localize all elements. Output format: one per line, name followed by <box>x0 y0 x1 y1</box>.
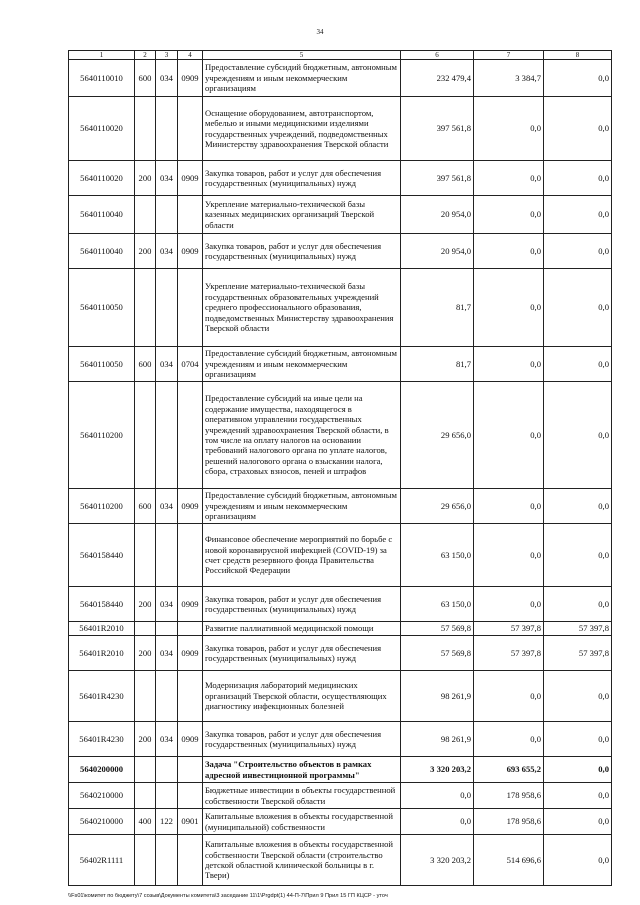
cell-expense-type <box>135 269 156 347</box>
cell-admin-code: 034 <box>156 234 178 269</box>
table-row <box>69 587 612 622</box>
column-header: 5 <box>203 51 401 60</box>
cell-amount-col7: 0,0 <box>474 97 544 161</box>
cell-amount-col8: 0,0 <box>544 489 612 524</box>
cell-amount-col6: 0,0 <box>401 809 474 835</box>
cell-admin-code <box>156 835 178 886</box>
cell-amount-col8: 0,0 <box>544 347 612 382</box>
cell-description: Укрепление материально-технической базы казенных медицинских организаций Тверской области <box>203 196 401 234</box>
cell-description: Предоставление субсидий бюджетным, автономным учреждениям и иным некоммерческим организациям <box>203 347 401 382</box>
cell-admin-code <box>156 622 178 636</box>
cell-amount-col8: 0,0 <box>544 524 612 587</box>
cell-amount-col8: 0,0 <box>544 757 612 783</box>
table-row <box>69 489 612 524</box>
cell-code: 5640110040 <box>69 196 135 234</box>
table-row <box>69 722 612 757</box>
cell-section-code <box>178 97 203 161</box>
cell-description: Бюджетные инвестиции в объекты государственной собственности Тверской области <box>203 783 401 809</box>
cell-expense-type <box>135 622 156 636</box>
table-row <box>69 97 612 161</box>
cell-amount-col6: 63 150,0 <box>401 587 474 622</box>
cell-amount-col6: 81,7 <box>401 269 474 347</box>
table-row <box>69 382 612 489</box>
cell-amount-col6: 98 261,9 <box>401 671 474 722</box>
cell-expense-type <box>135 757 156 783</box>
cell-amount-col7: 57 397,8 <box>474 622 544 636</box>
cell-admin-code <box>156 671 178 722</box>
cell-expense-type: 200 <box>135 636 156 671</box>
cell-amount-col6: 63 150,0 <box>401 524 474 587</box>
cell-section-code: 0909 <box>178 161 203 196</box>
cell-description: Капитальные вложения в объекты государственной собственности Тверской области (строительство детской областной клинической больницы в г. Твери) <box>203 835 401 886</box>
cell-amount-col8: 0,0 <box>544 671 612 722</box>
cell-amount-col6: 0,0 <box>401 783 474 809</box>
cell-code: 5640158440 <box>69 587 135 622</box>
cell-expense-type: 200 <box>135 161 156 196</box>
cell-admin-code <box>156 783 178 809</box>
cell-section-code <box>178 196 203 234</box>
cell-amount-col8: 0,0 <box>544 60 612 97</box>
cell-amount-col8: 57 397,8 <box>544 636 612 671</box>
cell-amount-col6: 397 561,8 <box>401 97 474 161</box>
cell-section-code <box>178 783 203 809</box>
cell-amount-col6: 29 656,0 <box>401 489 474 524</box>
cell-description: Оснащение оборудованием, автотранспортом, мебелью и иными медицинскими изделиями государственных учреждений, подведомственных Министерству здравоохранения Тверской области <box>203 97 401 161</box>
cell-amount-col6: 232 479,4 <box>401 60 474 97</box>
cell-admin-code: 122 <box>156 809 178 835</box>
cell-admin-code <box>156 382 178 489</box>
cell-section-code: 0909 <box>178 489 203 524</box>
column-header: 3 <box>156 51 178 60</box>
cell-amount-col6: 81,7 <box>401 347 474 382</box>
cell-code: 56401R4230 <box>69 671 135 722</box>
cell-code: 5640110020 <box>69 97 135 161</box>
cell-section-code: 0909 <box>178 587 203 622</box>
table-row <box>69 524 612 587</box>
file-path-footer: \\Fs01\комитет по бюджету\7 созыв\Документы комитета\3 заседание 11\1\Prgdpt(1) 44-П-7\Прил 9 Прил 15 ГП КЦСР - уточ <box>68 893 388 899</box>
column-header: 1 <box>69 51 135 60</box>
cell-section-code <box>178 757 203 783</box>
cell-admin-code: 034 <box>156 60 178 97</box>
cell-expense-type: 200 <box>135 234 156 269</box>
cell-amount-col8: 0,0 <box>544 97 612 161</box>
cell-amount-col7: 0,0 <box>474 382 544 489</box>
cell-amount-col7: 0,0 <box>474 196 544 234</box>
table-row <box>69 234 612 269</box>
cell-description: Закупка товаров, работ и услуг для обеспечения государственных (муниципальных) нужд <box>203 234 401 269</box>
cell-amount-col6: 57 569,8 <box>401 622 474 636</box>
column-header: 2 <box>135 51 156 60</box>
column-header: 8 <box>544 51 612 60</box>
cell-amount-col6: 20 954,0 <box>401 234 474 269</box>
cell-amount-col8: 0,0 <box>544 809 612 835</box>
cell-code: 5640158440 <box>69 524 135 587</box>
cell-amount-col8: 0,0 <box>544 234 612 269</box>
table-row <box>69 636 612 671</box>
cell-amount-col6: 3 320 203,2 <box>401 757 474 783</box>
budget-table <box>68 50 612 886</box>
cell-amount-col7: 0,0 <box>474 722 544 757</box>
column-header: 4 <box>178 51 203 60</box>
cell-section-code <box>178 835 203 886</box>
table-row <box>69 622 612 636</box>
cell-section-code: 0909 <box>178 234 203 269</box>
cell-description: Предоставление субсидий бюджетным, автономным учреждениям и иным некоммерческим организациям <box>203 60 401 97</box>
cell-amount-col8: 0,0 <box>544 783 612 809</box>
cell-admin-code: 034 <box>156 347 178 382</box>
cell-expense-type <box>135 671 156 722</box>
cell-description: Закупка товаров, работ и услуг для обеспечения государственных (муниципальных) нужд <box>203 161 401 196</box>
cell-code: 5640200000 <box>69 757 135 783</box>
cell-admin-code <box>156 757 178 783</box>
cell-description: Развитие паллиативной медицинской помощи <box>203 622 401 636</box>
cell-code: 5640110010 <box>69 60 135 97</box>
cell-expense-type <box>135 835 156 886</box>
cell-admin-code <box>156 97 178 161</box>
cell-code: 56401R4230 <box>69 722 135 757</box>
cell-amount-col6: 3 320 203,2 <box>401 835 474 886</box>
cell-section-code <box>178 382 203 489</box>
cell-section-code: 0901 <box>178 809 203 835</box>
cell-amount-col7: 0,0 <box>474 347 544 382</box>
cell-description: Модернизация лабораторий медицинских организаций Тверской области, осуществляющих диагностику инфекционных болезней <box>203 671 401 722</box>
cell-code: 5640110050 <box>69 347 135 382</box>
cell-code: 5640110200 <box>69 489 135 524</box>
cell-code: 56401R2010 <box>69 636 135 671</box>
cell-admin-code: 034 <box>156 636 178 671</box>
cell-amount-col6: 20 954,0 <box>401 196 474 234</box>
cell-amount-col7: 178 958,6 <box>474 783 544 809</box>
cell-section-code <box>178 671 203 722</box>
cell-expense-type: 600 <box>135 489 156 524</box>
cell-amount-col8: 0,0 <box>544 382 612 489</box>
cell-amount-col7: 0,0 <box>474 587 544 622</box>
cell-amount-col6: 29 656,0 <box>401 382 474 489</box>
cell-description: Закупка товаров, работ и услуг для обеспечения государственных (муниципальных) нужд <box>203 587 401 622</box>
cell-description: Закупка товаров, работ и услуг для обеспечения государственных (муниципальных) нужд <box>203 636 401 671</box>
cell-amount-col8: 0,0 <box>544 722 612 757</box>
cell-expense-type <box>135 783 156 809</box>
cell-expense-type: 400 <box>135 809 156 835</box>
cell-expense-type: 600 <box>135 60 156 97</box>
cell-amount-col7: 0,0 <box>474 161 544 196</box>
cell-amount-col7: 0,0 <box>474 489 544 524</box>
cell-amount-col8: 0,0 <box>544 161 612 196</box>
cell-amount-col7: 0,0 <box>474 671 544 722</box>
cell-amount-col7: 0,0 <box>474 269 544 347</box>
cell-amount-col6: 98 261,9 <box>401 722 474 757</box>
cell-expense-type <box>135 97 156 161</box>
cell-section-code <box>178 524 203 587</box>
column-header: 7 <box>474 51 544 60</box>
cell-code: 56402R1111 <box>69 835 135 886</box>
cell-code: 5640110020 <box>69 161 135 196</box>
column-header: 6 <box>401 51 474 60</box>
cell-amount-col6: 57 569,8 <box>401 636 474 671</box>
cell-section-code <box>178 622 203 636</box>
cell-admin-code: 034 <box>156 722 178 757</box>
cell-amount-col8: 0,0 <box>544 196 612 234</box>
column-number-row <box>69 51 612 60</box>
cell-admin-code: 034 <box>156 161 178 196</box>
cell-description: Капитальные вложения в объекты государственной (муниципальной) собственности <box>203 809 401 835</box>
table-row <box>69 783 612 809</box>
cell-amount-col7: 0,0 <box>474 524 544 587</box>
cell-amount-col7: 57 397,8 <box>474 636 544 671</box>
cell-amount-col7: 3 384,7 <box>474 60 544 97</box>
cell-admin-code: 034 <box>156 489 178 524</box>
table-row <box>69 161 612 196</box>
table-row <box>69 757 612 783</box>
table-row <box>69 671 612 722</box>
cell-code: 56401R2010 <box>69 622 135 636</box>
cell-section-code <box>178 269 203 347</box>
cell-code: 5640110050 <box>69 269 135 347</box>
cell-amount-col7: 0,0 <box>474 234 544 269</box>
cell-expense-type: 600 <box>135 347 156 382</box>
cell-amount-col6: 397 561,8 <box>401 161 474 196</box>
cell-expense-type <box>135 196 156 234</box>
table-row <box>69 809 612 835</box>
cell-expense-type: 200 <box>135 722 156 757</box>
cell-admin-code <box>156 196 178 234</box>
cell-description: Закупка товаров, работ и услуг для обеспечения государственных (муниципальных) нужд <box>203 722 401 757</box>
cell-expense-type: 200 <box>135 587 156 622</box>
table-row <box>69 269 612 347</box>
cell-amount-col7: 178 958,6 <box>474 809 544 835</box>
cell-amount-col7: 514 696,6 <box>474 835 544 886</box>
cell-description: Задача "Строительство объектов в рамках адресной инвестиционной программы" <box>203 757 401 783</box>
table-row <box>69 347 612 382</box>
cell-amount-col8: 0,0 <box>544 587 612 622</box>
cell-section-code: 0704 <box>178 347 203 382</box>
cell-code: 5640210000 <box>69 783 135 809</box>
cell-description: Предоставление субсидий на иные цели на содержание имущества, находящегося в оперативном управлении государственных учреждений здравоохранения Тверской области, в том числе на оплату налогов на основании требований налогового органа по уплате налогов, решений налогового органа о взыскании налога, сбора, страховых взносов, пеней и штрафов <box>203 382 401 489</box>
cell-description: Финансовое обеспечение мероприятий по борьбе с новой коронавирусной инфекцией (COVID-19) за счет средств резервного фонда Правительства Российской Федерации <box>203 524 401 587</box>
cell-description: Укрепление материально-технической базы государственных образовательных учреждений среднего профессионального образования, подведомственных Министерству здравоохранения Тверской области <box>203 269 401 347</box>
table-row <box>69 835 612 886</box>
cell-description: Предоставление субсидий бюджетным, автономным учреждениям и иным некоммерческим организациям <box>203 489 401 524</box>
cell-expense-type <box>135 524 156 587</box>
table-row <box>69 196 612 234</box>
cell-section-code: 0909 <box>178 60 203 97</box>
cell-amount-col8: 0,0 <box>544 269 612 347</box>
cell-amount-col8: 0,0 <box>544 835 612 886</box>
cell-admin-code <box>156 269 178 347</box>
cell-amount-col7: 693 655,2 <box>474 757 544 783</box>
page-number: 34 <box>316 28 324 36</box>
cell-admin-code <box>156 524 178 587</box>
cell-expense-type <box>135 382 156 489</box>
cell-admin-code: 034 <box>156 587 178 622</box>
table-row <box>69 60 612 97</box>
cell-section-code: 0909 <box>178 636 203 671</box>
cell-code: 5640110200 <box>69 382 135 489</box>
cell-code: 5640110040 <box>69 234 135 269</box>
cell-amount-col8: 57 397,8 <box>544 622 612 636</box>
cell-code: 5640210000 <box>69 809 135 835</box>
cell-section-code: 0909 <box>178 722 203 757</box>
